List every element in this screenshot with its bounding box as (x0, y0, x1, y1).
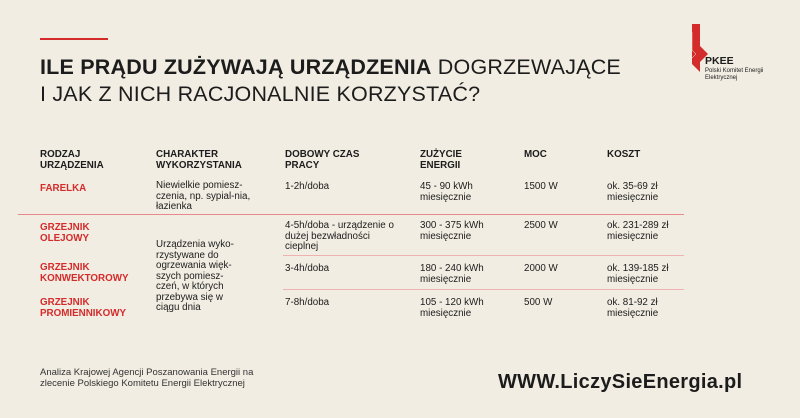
table-row-2-time: 3-4h/doba (285, 263, 330, 274)
table-row-3-time: 7-8h/doba (285, 297, 330, 308)
table-row-1-cost: ok. 231-289 zł miesięcznie (607, 220, 669, 242)
header-time: DOBOWY CZAS PRACY (285, 149, 360, 171)
title-light: DOGRZEWAJĄCE (437, 55, 621, 79)
logo-name: PKEE (705, 55, 734, 67)
device-promiennikowy: GRZEJNIK PROMIENNIKOWY (40, 297, 126, 319)
table-row-0-consumption: 45 - 90 kWh miesięcznie (420, 181, 473, 203)
header-consumption: ZUŻYCIE ENERGII (420, 149, 462, 171)
website-link[interactable]: WWW.LiczySieEnergia.pl (498, 371, 743, 393)
row-divider (18, 214, 684, 215)
device-konwektorowy: GRZEJNIK KONWEKTOROWY (40, 262, 129, 284)
accent-line (40, 38, 108, 40)
table-row-0-time: 1-2h/doba (285, 181, 330, 192)
header-cost: KOSZT (607, 149, 641, 160)
header-power: MOC (524, 149, 547, 160)
row-divider (283, 289, 684, 290)
table-row-1-time: 4-5h/doba - urządzenie o dużej bezwładności cieplnej (285, 220, 394, 252)
table-row-1-power: 2500 W (524, 220, 558, 231)
device-farelka: FARELKA (40, 183, 87, 194)
table-row-2-power: 2000 W (524, 263, 558, 274)
table-row-3-power: 500 W (524, 297, 553, 308)
table-row-2-cost: ok. 139-185 zł miesięcznie (607, 263, 669, 285)
table-row-2-consumption: 180 - 240 kWh miesięcznie (420, 263, 484, 285)
source-note: Analiza Krajowej Agencji Poszanowania Energii na zlecenie Polskiego Komitetu Energii Elektrycznej (40, 367, 254, 389)
table-row-0-power: 1500 W (524, 181, 558, 192)
table-row-0-cost: ok. 35-69 zł miesięcznie (607, 181, 659, 203)
row-divider (283, 255, 684, 256)
table-row-1-consumption: 300 - 375 kWh miesięcznie (420, 220, 484, 242)
pkee-logo-icon (686, 24, 796, 94)
page-title (40, 54, 621, 108)
device-olejowy: GRZEJNIK OLEJOWY (40, 222, 90, 244)
table-row-3-consumption: 105 - 120 kWh miesięcznie (420, 297, 484, 319)
title-line2: I JAK Z NICH RACJONALNIE KORZYSTAĆ? (40, 82, 481, 106)
header-device: RODZAJ URZĄDZENIA (40, 149, 104, 171)
usage-farelka: Niewielkie pomiesz-czenia, np. sypial-nia, łazienka (156, 180, 251, 212)
usage-grzejniki: Urządzenia wyko-rzystywane do ogrzewania więk-szych pomiesz-czeń, w których przebywa się w ciągu dnia (156, 239, 234, 313)
table-row-3-cost: ok. 81-92 zł miesięcznie (607, 297, 659, 319)
logo-subtitle: Polski Komitet Energii Elektrycznej (705, 68, 764, 81)
title-bold: ILE PRĄDU ZUŻYWAJĄ URZĄDZENIA (40, 55, 432, 79)
header-usage: CHARAKTER WYKORZYSTANIA (156, 149, 242, 171)
